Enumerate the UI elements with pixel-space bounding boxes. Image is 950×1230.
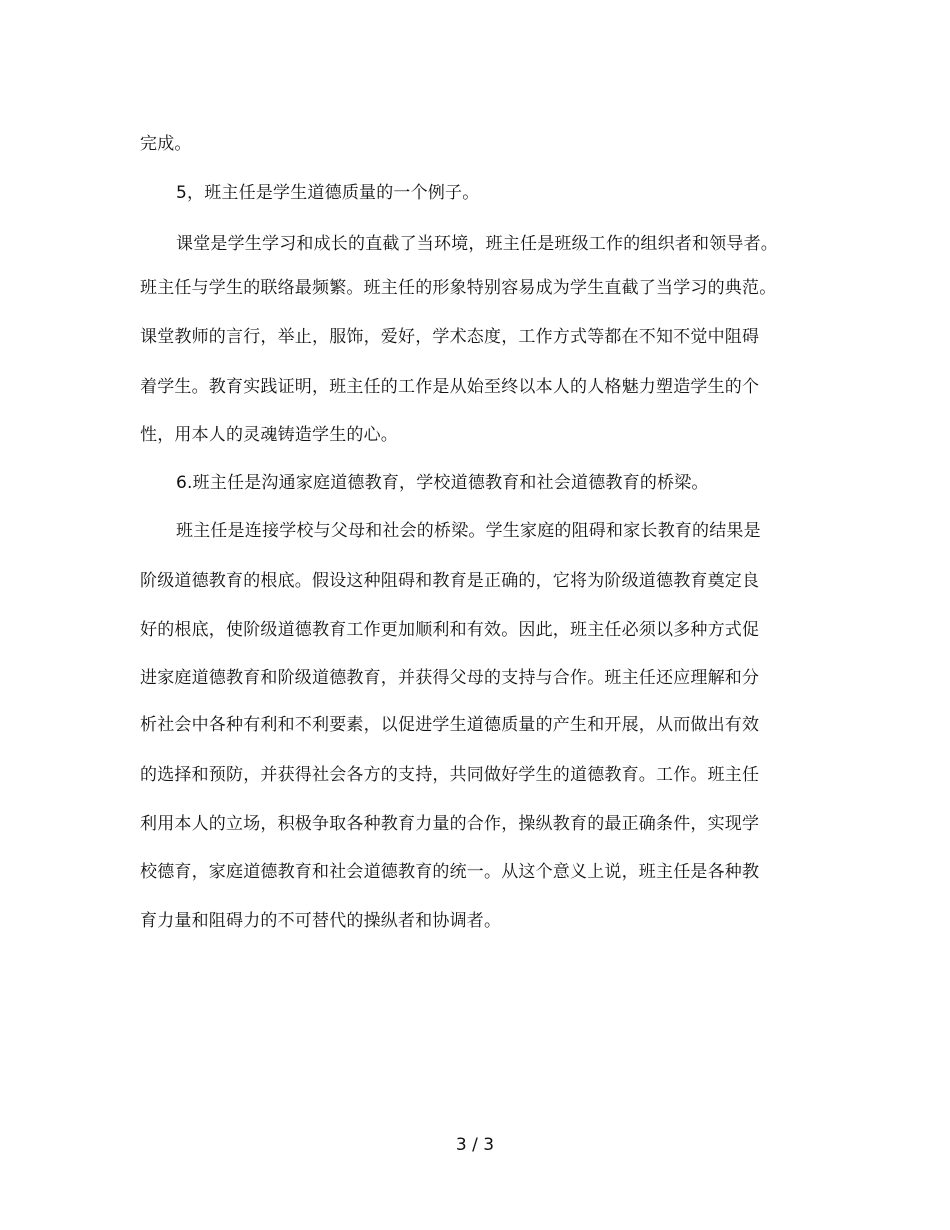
text-line: 完成。	[140, 134, 192, 154]
text-line: 进家庭道德教育和阶级道德教育，并获得父母的支持与合作。班主任还应理解和分	[140, 668, 760, 688]
text-line: 性，用本人的灵魂铸造学生的心。	[140, 425, 398, 445]
text-line: 班主任与学生的联络最频繁。班主任的形象特别容易成为学生直截了当学习的典范。	[140, 278, 777, 298]
section-heading-6: 6.班主任是沟通家庭道德教育，学校道德教育和社会道德教育的桥梁。	[176, 473, 709, 493]
text-line: 育力量和阻碍力的不可替代的操纵者和协调者。	[140, 911, 502, 931]
page-number: 3 / 3	[455, 1135, 495, 1155]
text-line: 阶级道德教育的根底。假设这种阻碍和教育是正确的，它将为阶级道德教育奠定良	[140, 571, 760, 591]
text-line: 校德育，家庭道德教育和社会道德教育的统一。从这个意义上说，班主任是各种教	[140, 862, 760, 882]
text-line: 的选择和预防，并获得社会各方的支持，共同做好学生的道德教育。工作。班主任	[140, 765, 760, 785]
text-line: 着学生。教育实践证明，班主任的工作是从始至终以本人的人格魅力塑造学生的个	[140, 377, 760, 397]
text-line: 好的根底，使阶级道德教育工作更加顺利和有效。因此，班主任必须以多种方式促	[140, 620, 760, 640]
text-line: 析社会中各种有利和不利要素，以促进学生道德质量的产生和开展，从而做出有效	[140, 715, 760, 735]
text-line: 课堂教师的言行，举止，服饰，爱好，学术态度，工作方式等都在不知不觉中阻碍	[140, 327, 760, 347]
text-line: 利用本人的立场，积极争取各种教育力量的合作，操纵教育的最正确条件，实现学	[140, 814, 760, 834]
text-line: 班主任是连接学校与父母和社会的桥梁。学生家庭的阻碍和家长教育的结果是	[176, 521, 761, 541]
section-heading-5: 5，班主任是学生道德质量的一个例子。	[176, 183, 480, 203]
text-line: 课堂是学生学习和成长的直截了当环境，班主任是班级工作的组织者和领导者。	[176, 234, 778, 254]
